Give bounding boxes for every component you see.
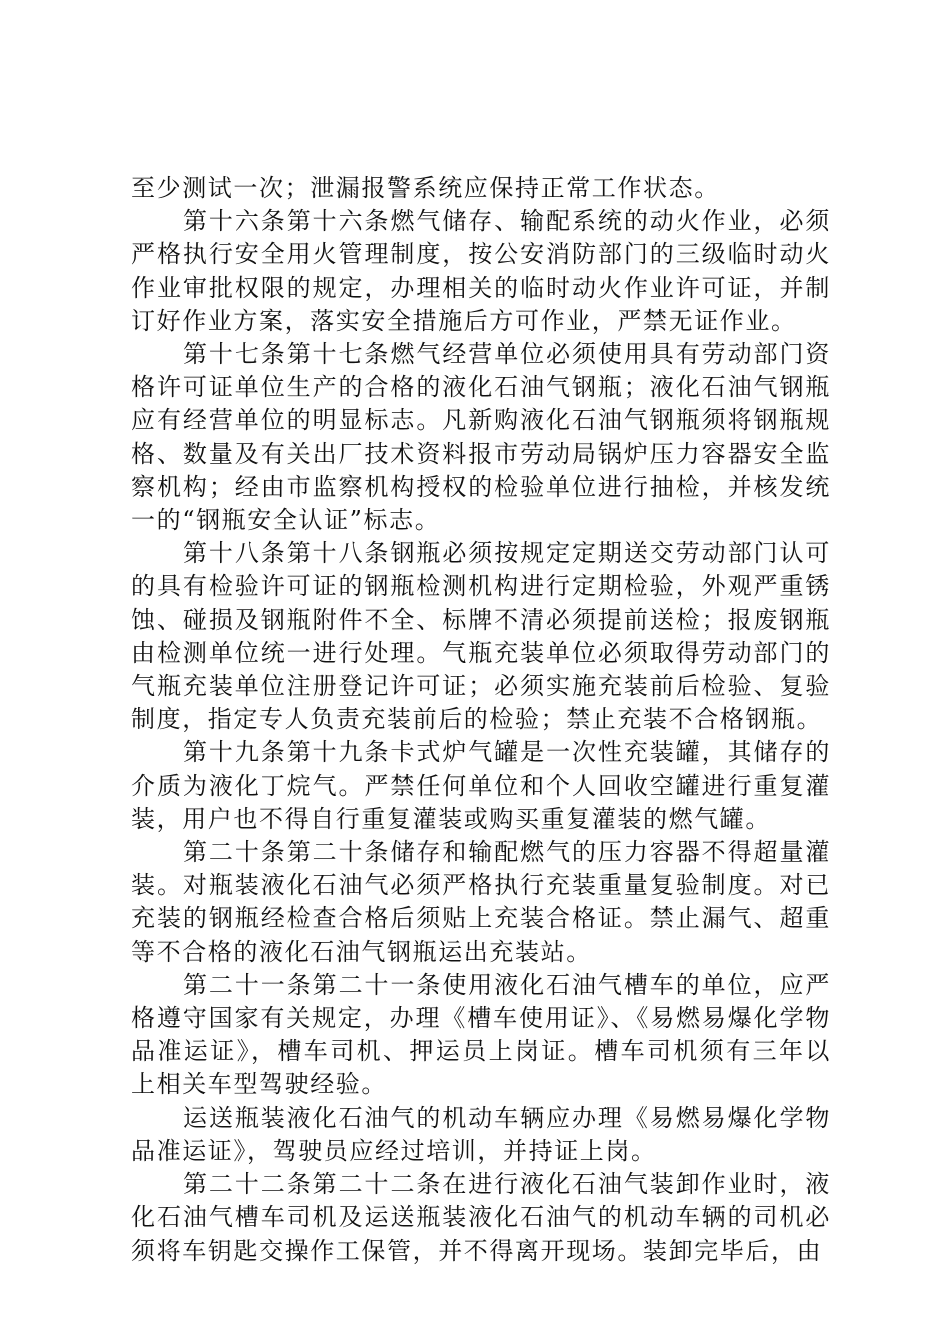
paragraph-article-16: 第十六条第十六条燃气储存、输配系统的动火作业，必须严格执行安全用火管理制度，按公安消防部门的三级临时动火作业审批权限的规定，办理相关的临时动火作业许可证，并制订好作业方案，落实安全措施后方可作业，严禁无证作业。 [131,207,831,335]
paragraph-article-17: 第十七条第十七条燃气经营单位必须使用具有劳动部门资格许可证单位生产的合格的液化石油气钢瓶；液化石油气钢瓶应有经营单位的明显标志。凡新购液化石油气钢瓶须将钢瓶规格、数量及有关出厂技术资料报市劳动局锅炉压力容器安全监察机构；经由市监察机构授权的检验单位进行抽检，并核发统一的“钢瓶安全认证”标志。 [131,340,831,535]
paragraph-article-18: 第十八条第十八条钢瓶必须按规定定期送交劳动部门认可的具有检验许可证的钢瓶检测机构进行定期检验，外观严重锈蚀、碰损及钢瓶附件不全、标牌不清必须提前送检；报废钢瓶由检测单位统一进行处理。气瓶充装单位必须取得劳动部门的气瓶充装单位注册登记许可证；必须实施充装前后检验、复验制度，指定专人负责充装前后的检验；禁止充装不合格钢瓶。 [131,539,831,734]
paragraph-article-19: 第十九条第十九条卡式炉气罐是一次性充装罐，其储存的介质为液化丁烷气。严禁任何单位和个人回收空罐进行重复灌装，用户也不得自行重复灌装或购买重复灌装的燃气罐。 [131,738,831,833]
document-body [131,172,831,1268]
paragraph-article-22: 第二十二条第二十二条在进行液化石油气装卸作业时，液化石油气槽车司机及运送瓶装液化石油气的机动车辆的司机必须将车钥匙交操作工保管，并不得离开现场。装卸完毕后，由 [131,1170,831,1265]
paragraph-continuation: 至少测试一次；泄漏报警系统应保持正常工作状态。 [131,174,720,202]
paragraph-article-20: 第二十条第二十条储存和输配燃气的压力容器不得超量灌装。对瓶装液化石油气必须严格执行充装重量复验制度。对已充装的钢瓶经检查合格后须贴上充装合格证。禁止漏气、超重等不合格的液化石油气钢瓶运出充装站。 [131,838,831,966]
paragraph-transport-vehicles: 运送瓶装液化石油气的机动车辆应办理《易燃易爆化学物品准运证》，驾驶员应经过培训，并持证上岗。 [131,1103,831,1165]
paragraph-article-21: 第二十一条第二十一条使用液化石油气槽车的单位，应严格遵守国家有关规定，办理《槽车使用证》、《易燃易爆化学物品准运证》，槽车司机、押运员上岗证。槽车司机须有三年以上相关车型驾驶经验。 [131,970,831,1099]
